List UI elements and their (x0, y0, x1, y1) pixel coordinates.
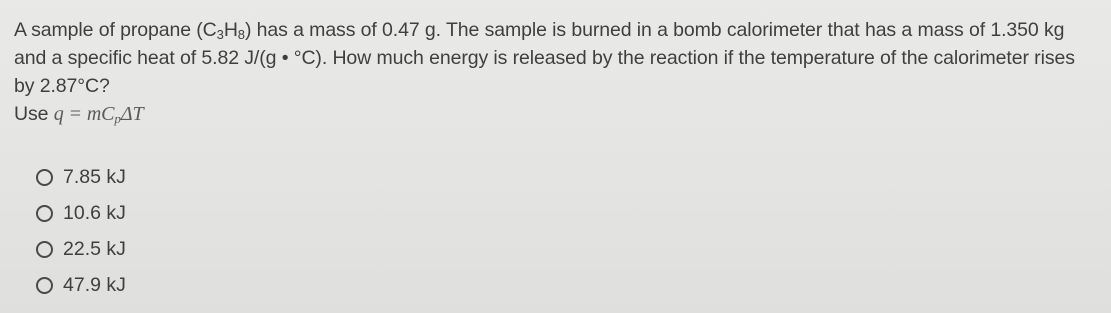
answer-label: 10.6 kJ (63, 201, 126, 224)
question-prefix: A sample of propane (C (14, 19, 217, 41)
answer-label: 22.5 kJ (63, 237, 126, 260)
radio-button-icon[interactable] (36, 277, 53, 294)
formula-subscript: p (114, 111, 121, 126)
formula-main: q = mC (53, 103, 115, 125)
formula-hint (14, 100, 1099, 128)
answer-option-2[interactable] (36, 195, 126, 231)
radio-button-icon[interactable] (36, 205, 53, 222)
question-suffix: ) has a mass of 0.47 g. The sample is burned in a bomb calorimeter that has a mass of 1.350 kg and a specific heat of 5.82 J/(g • °C). How much energy is released by the reaction if the temperature of the calorimeter rises by 2.87°C? (14, 19, 1075, 97)
radio-button-icon[interactable] (36, 169, 53, 186)
answer-option-3[interactable] (36, 231, 126, 267)
radio-button-icon[interactable] (36, 241, 53, 258)
subscript-3: 3 (216, 27, 224, 42)
answer-options (36, 159, 126, 303)
answer-label: 47.9 kJ (63, 273, 126, 296)
formula-tail: ΔT (120, 103, 144, 125)
answer-label: 7.85 kJ (63, 165, 126, 188)
answer-option-1[interactable] (36, 159, 126, 195)
question-text (14, 16, 1099, 128)
use-label: Use (14, 103, 49, 125)
subscript-8: 8 (237, 27, 245, 42)
formula (54, 103, 144, 125)
answer-option-4[interactable] (36, 267, 126, 303)
question-body (14, 16, 1099, 100)
hydrogen-symbol: H (223, 19, 238, 41)
